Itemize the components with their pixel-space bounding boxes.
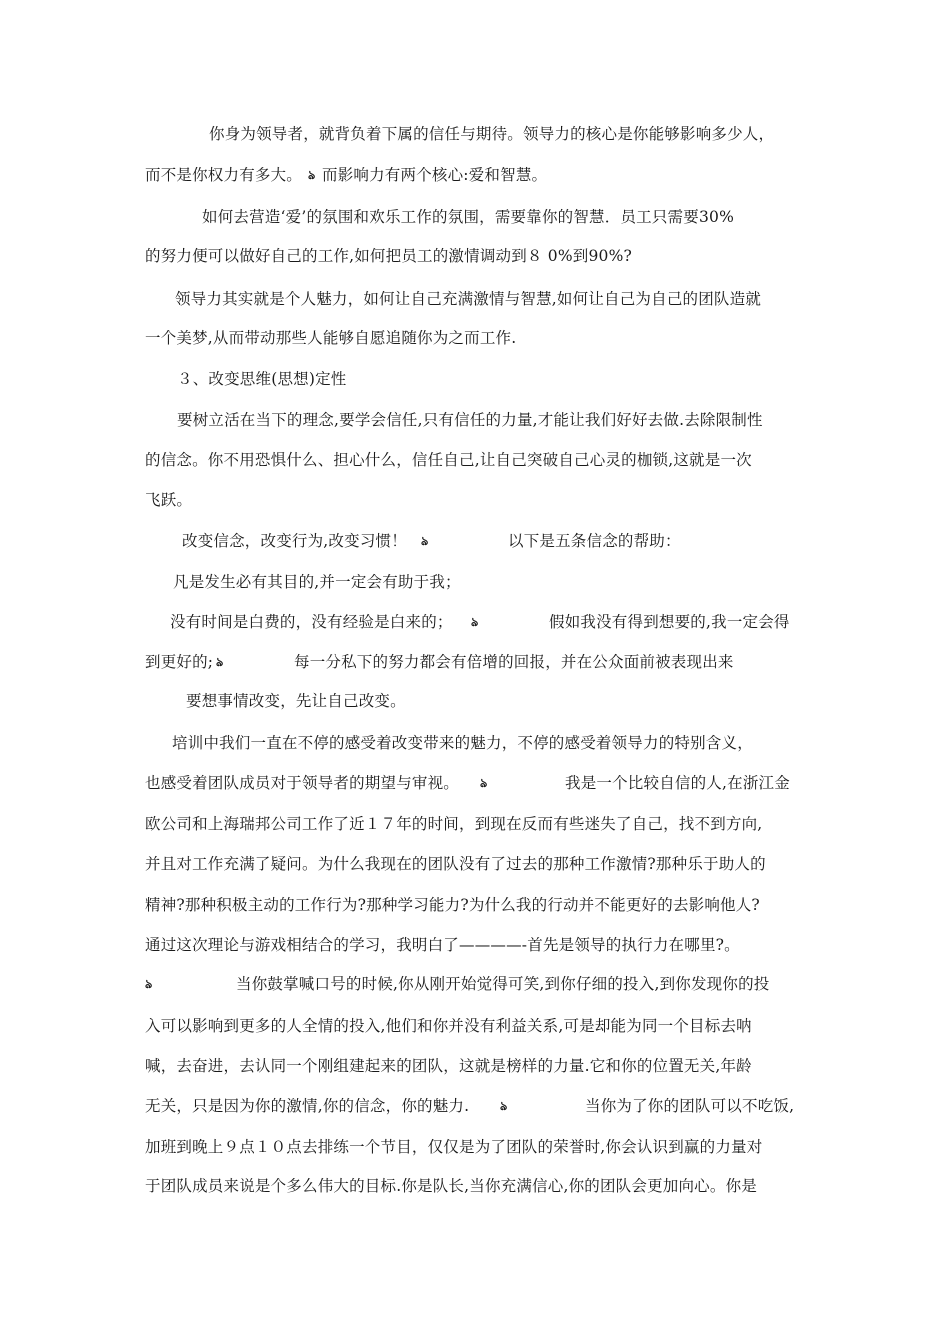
text-segment: 飞跃。 — [145, 491, 193, 509]
text-segment: 到更好的; — [145, 653, 214, 671]
text-segment: 当你为了你的团队可以不吃饭, — [585, 1097, 795, 1115]
bullet-mark-icon: ঌ — [500, 1099, 508, 1113]
text-segment: 领导力其实就是个人魅力，如何让自己充满激情与智慧,如何让自己为自己的团队造就 — [175, 290, 762, 308]
text-segment: 的信念。你不用恐惧什么、担心什么，信任自己,让自己突破自己心灵的枷锁,这就是一次 — [145, 451, 752, 469]
text-segment: 加班到晚上９点１０点去排练一个节目，仅仅是为了团队的荣誉时,你会认识到赢的力量对 — [145, 1138, 763, 1156]
text-segment: 精神?那种积极主动的工作行为?那种学习能力?为什么我的行动并不能更好的去影响他人? — [145, 896, 760, 914]
text-segment: 无关，只是因为你的激情,你的信念，你的魅力. — [145, 1097, 470, 1115]
text-segment: 而不是你权力有多大。 — [145, 166, 303, 184]
bullet-mark-icon: ঌ — [145, 977, 153, 991]
text-segment: 假如我没有得到想要的,我一定会得 — [549, 613, 790, 631]
text-segment: 以下是五条信念的帮助： — [508, 532, 681, 550]
text-segment: 入可以影响到更多的人全情的投入,他们和你并没有利益关系,可是却能为同一个目标去呐 — [145, 1017, 752, 1035]
bullet-mark-icon: ঌ — [216, 655, 224, 669]
text-segment: 你身为领导者，就背负着下属的信任与期待。领导力的核心是你能够影响多少人， — [209, 125, 775, 143]
text-segment: 的努力便可以做好自己的工作,如何把员工的激情调动到８ 0%到90%? — [145, 247, 633, 265]
text-segment: 要树立活在当下的理念,要学会信任,只有信任的力量,才能让我们好好去做.去除限制性 — [177, 411, 763, 429]
text-segment: 并且对工作充满了疑问。为什么我现在的团队没有了过去的那种工作激情?那种乐于助人的 — [145, 855, 766, 873]
text-segment: 喊，去奋进，去认同一个刚组建起来的团队，这就是榜样的力量.它和你的位置无关,年龄 — [145, 1057, 752, 1075]
text-segment: 通过这次理论与游戏相结合的学习，我明白了————-首先是领导的执行力在哪里?。 — [145, 936, 740, 954]
text-segment: 没有时间是白费的，没有经验是白来的； — [170, 613, 453, 631]
text-segment: 欧公司和上海瑞邦公司工作了近１７年的时间，到现在反而有些迷失了自己，找不到方向, — [145, 815, 763, 833]
bullet-mark-icon: ঌ — [421, 534, 429, 548]
text-segment: 也感受着团队成员对于领导者的期望与审视。 — [145, 774, 460, 792]
text-segment: 培训中我们一直在不停的感受着改变带来的魅力，不停的感受着领导力的特别含义， — [172, 734, 753, 752]
text-segment: 而影响力有两个核心:爱和智慧。 — [322, 166, 548, 184]
text-segment: 改变信念，改变行为,改变习惯！ — [182, 532, 407, 550]
text-segment: 要想事情改变，先让自己改变。 — [186, 692, 406, 710]
text-segment: 我是一个比较自信的人,在浙江金 — [565, 774, 790, 792]
text-segment: 于团队成员来说是个多么伟大的目标.你是队长,当你充满信心,你的团队会更加向心。你是 — [145, 1177, 757, 1195]
bullet-mark-icon: ঌ — [480, 776, 488, 790]
text-segment: 每一分私下的努力都会有倍增的回报，并在公众面前被表现出来 — [294, 653, 734, 671]
bullet-mark-icon: ঌ — [471, 615, 479, 629]
text-segment: ３、改变思维(思想)定性 — [177, 370, 347, 388]
bullet-mark-icon: ঌ — [308, 168, 316, 182]
text-segment: 一个美梦,从而带动那些人能够自愿追随你为之而工作. — [145, 329, 517, 347]
text-segment: 当你鼓掌喊口号的时候,你从刚开始觉得可笑,到你仔细的投入,到你发现你的投 — [236, 975, 770, 993]
text-segment: 凡是发生必有其目的,并一定会有助于我； — [173, 573, 461, 591]
text-segment: 如何去营造‘爱’的氛围和欢乐工作的氛围，需要靠你的智慧．员工只需要30% — [202, 208, 735, 226]
